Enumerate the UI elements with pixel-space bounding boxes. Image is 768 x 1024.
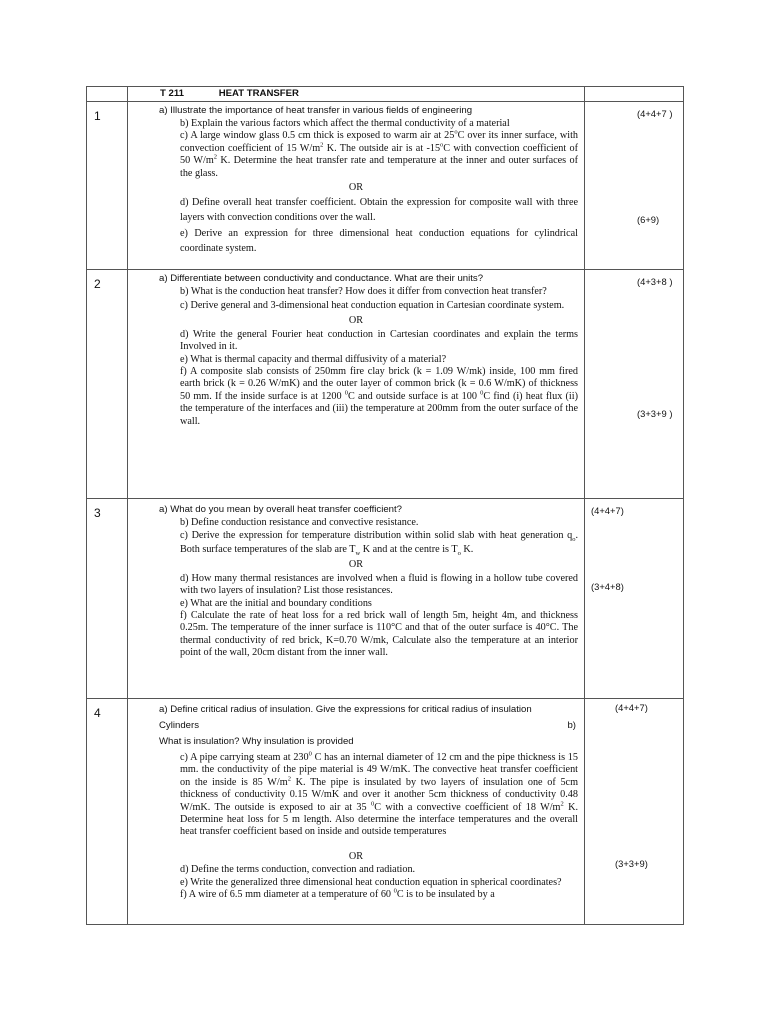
or-separator: OR xyxy=(348,559,364,571)
marks-cell xyxy=(585,270,684,499)
question-body xyxy=(128,699,585,925)
or-separator: OR xyxy=(348,315,364,327)
marks-cell xyxy=(585,699,684,925)
question-part-c: c) Derive the expression for temperature distribution within solid slab with heat generation $q_o$. Both surface temperatures of the slab are $T_w$ K and at the centre is $T_o$ K. xyxy=(180,530,578,558)
question-row-2 xyxy=(87,270,684,499)
question-row-3 xyxy=(87,499,684,699)
question-number: 4 xyxy=(94,706,101,720)
question-part-c: c) A large window glass 0.5 cm thick is exposed to warm air at 25$^o$C over its inner surface, with convection coefficient of 15 $W/m^2$ K. The outside air is at -15$^o$C with convection coefficient of 50 $W/m^2$ K. Determine the heat transfer rate and temperature at the inner and outer surfaces of the glass. xyxy=(180,129,579,179)
question-part-a: a) Differentiate between conductivity and conductance. What are their units? xyxy=(159,273,484,284)
question-part-f: f) A composite slab consists of 250mm fire clay brick (k = 1.09 W/mk) inside, 100 mm fired earth brick (k = 0.26 W/mK) and the outer layer of common brick (k = 0.6 W/mK) of thickness 50 mm. If the inside surface is at 1200 $^0$C and outside surface is at 100 $^0$C find (i) heat flux (ii) the temperature of the interfaces and (iii) the temperature at 200mm from the outer surface of the wall. xyxy=(180,366,578,427)
marks-first: (4+3+8 ) xyxy=(637,276,673,287)
question-body xyxy=(128,499,585,699)
question-part-f: f) A wire of 6.5 mm diameter at a temperature of 60 $^0$C is to be insulated by a xyxy=(180,887,495,901)
question-part-d: d) Define the terms conduction, convection and radiation. xyxy=(180,864,416,876)
course-code: T 211 xyxy=(160,88,185,99)
marks-cell xyxy=(585,102,684,270)
question-part-d: d) How many thermal resistances are involved when a fluid is flowing in a hollow tube covered with two layers of insulation? List those resistances. xyxy=(180,572,578,597)
or-separator: OR xyxy=(348,182,364,194)
marks-cell xyxy=(585,499,684,699)
header-number-cell xyxy=(87,87,128,102)
question-number: 3 xyxy=(94,506,101,520)
question-row-1 xyxy=(87,102,684,270)
question-body xyxy=(128,102,585,270)
part-a-line-2: Cylinders xyxy=(159,720,199,731)
part-a-line-1: a) Define critical radius of insulation. Give the expressions for critical radius of insulation xyxy=(159,704,532,715)
header-marks-cell xyxy=(585,87,684,102)
marks-second: (6+9) xyxy=(637,214,660,225)
question-number: 1 xyxy=(94,109,101,123)
question-part-d: d) Define overall heat transfer coefficient. Obtain the expression for composite wall with three layers with convection conditions over the wall. xyxy=(180,197,578,224)
question-part-e: e) What are the initial and boundary conditions xyxy=(180,597,372,609)
question-part-f: f) Calculate the rate of heat loss for a red brick wall of length 5m, height 4m, and thickness 0.25m. The temperature of the inner surface is 110°C and that of the outer surface is 40°C. The thermal conductivity of red brick, K=0.70 W/mk, Calculate also the temperature at an interior point of the wall, 20cm distant from the inner wall. xyxy=(180,610,578,659)
question-part-e: e) Derive an expression for three dimensional heat conduction equations for cylindrical coordinate system. xyxy=(180,228,578,255)
question-body xyxy=(128,270,585,499)
question-row-4 xyxy=(87,699,684,925)
question-part-b: What is insulation? Why insulation is provided xyxy=(159,736,354,747)
marks-first: (4+4+7) xyxy=(615,702,648,713)
marks-second: (3+3+9 ) xyxy=(637,408,673,419)
or-separator: OR xyxy=(348,850,364,862)
question-part-c: c) Derive general and 3-dimensional heat conduction equation in Cartesian coordinate system. xyxy=(180,300,565,312)
marks-first: (4+4+7) xyxy=(591,505,624,516)
question-part-c: c) A pipe carrying steam at $230^0$ C has an internal diameter of 12 cm and the pipe thickness is 15 mm. the conductivity of the pipe material is 49 W/mK. The convective heat transfer coefficient on the inside is 85 $W/m^2$ K. The pipe is insulated by two layers of insulation one of 5cm thickness of conductivity 0.15 W/mK and over it another 5cm thickness of conductivity 0.48 W/mK. The outside is exposed to air at 35 $^0$C with a convective coefficient of 18 $W/m^2$ K. Determine heat loss for 5 m length. Also determine the interface temperatures and the overall heat transfer coefficient based on inside and outside temperatures xyxy=(180,750,579,838)
question-part-a: a) What do you mean by overall heat transfer coefficient? xyxy=(159,504,402,515)
header-title-cell xyxy=(128,87,585,102)
question-table xyxy=(86,86,684,925)
question-number: 2 xyxy=(94,277,101,291)
question-part-e: e) Write the generalized three dimensional heat conduction equation in spherical coordinates? xyxy=(180,876,562,888)
header-row xyxy=(87,87,684,102)
question-part-d: d) Write the general Fourier heat conduction in Cartesian coordinates and explain the terms Involved in it. xyxy=(180,328,578,353)
question-part-e: e) What is thermal capacity and thermal diffusivity of a material? xyxy=(180,353,447,365)
question-part-b: b) Define conduction resistance and convective resistance. xyxy=(180,517,419,528)
marks-second: (3+4+8) xyxy=(591,581,624,592)
marks-second: (3+3+9) xyxy=(615,858,648,869)
question-part-b: b) What is the conduction heat transfer? How does it differ from convection heat transfer? xyxy=(180,286,547,297)
marks-first: (4+4+7 ) xyxy=(637,108,673,119)
course-title: HEAT TRANSFER xyxy=(218,88,299,99)
question-part-b: b) Explain the various factors which affect the thermal conductivity of a material xyxy=(180,118,510,129)
question-part-a xyxy=(128,699,584,734)
question-part-a: a) Illustrate the importance of heat transfer in various fields of engineering xyxy=(159,105,473,116)
part-b-tag: b) xyxy=(567,720,576,731)
